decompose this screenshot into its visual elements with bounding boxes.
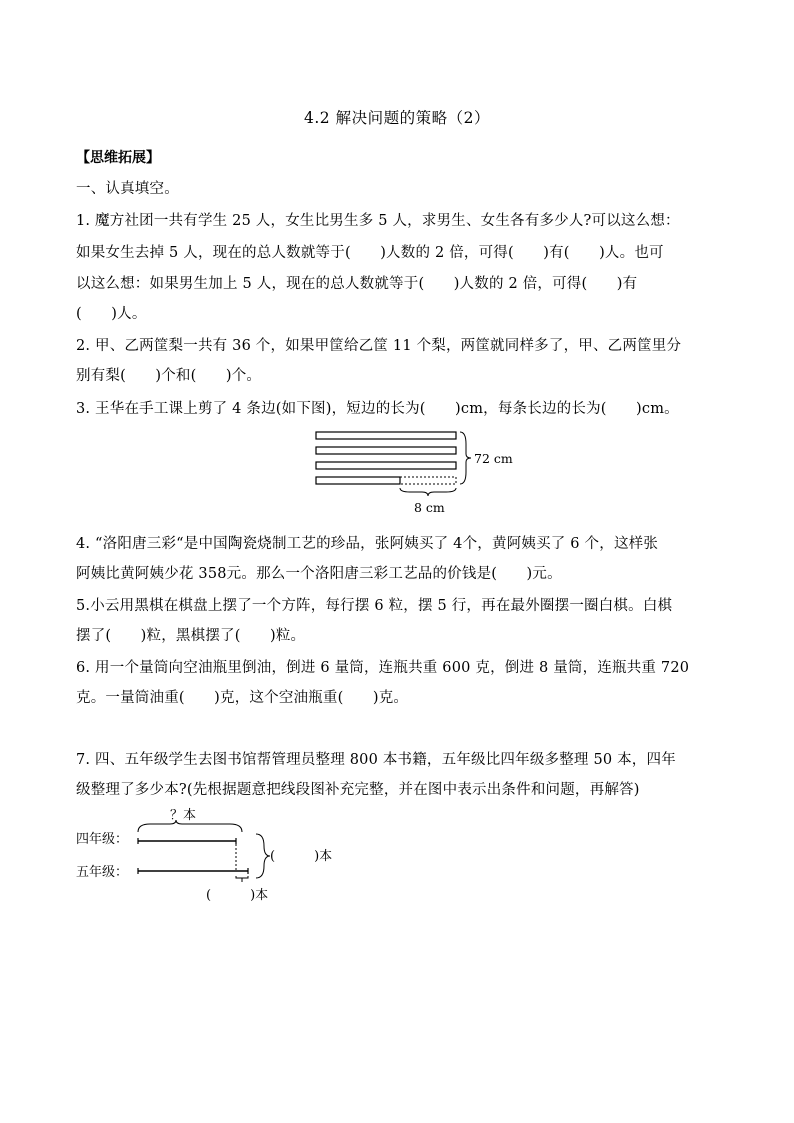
total-right-brace (256, 834, 270, 878)
q3-strips-figure (310, 426, 530, 518)
grade5-label: 五年级： (76, 865, 129, 880)
q2-line2: 别有梨( )个和( )个。 (76, 368, 262, 384)
long-strip-2 (316, 447, 456, 454)
q1-line4: ( )人。 (76, 306, 147, 322)
page-title: 4.2 解决问题的策略（2） (304, 109, 490, 127)
q1-line1: 1. 魔方社团一共有学生 25 人，女生比男生多 5 人，求男生、女生各有多少人?可以这么想： (76, 213, 680, 229)
q2-line1: 2. 甲、乙两筐梨一共有 36 个，如果甲筐给乙筐 11 个梨，两筐就同样多了，甲、乙两筐里分 (76, 338, 682, 354)
total-brace (460, 432, 471, 484)
q7-line2: 级整理了多少本?(先根据题意把线段图补充完整，并在图中表示出条件和问题，再解答) (76, 782, 640, 798)
long-strip-3 (316, 462, 456, 469)
q7-line1: 7. 四、五年级学生去图书馆帮管理员整理 800 本书籍，五年级比四年级多整理 50 本，四年 (76, 752, 676, 768)
short-strip (316, 477, 400, 484)
q5-line1: 5.小云用黑棋在棋盘上摆了一个方阵，每行摆 6 粒，摆 5 行，再在最外圈摆一圈白棋。白棋 (76, 598, 673, 614)
missing-part-dashed (400, 477, 456, 484)
total-length-label: 72 cm (474, 451, 513, 466)
difference-brace (236, 876, 248, 882)
total-books-label: ( )本 (270, 849, 333, 864)
grade4-unknown-label: ？本 (170, 808, 197, 823)
q5-line2: 摆了( )粒，黑棋摆了( )粒。 (76, 628, 306, 644)
section-label: 【思维拓展】 (76, 150, 160, 166)
short-difference-brace (400, 488, 456, 496)
short-length-label: 8 cm (414, 500, 445, 515)
long-strip-1 (316, 432, 456, 439)
part1-heading: 一、认真填空。 (76, 181, 179, 197)
difference-books-label: ( )本 (206, 888, 269, 903)
q1-line3: 以这么想：如果男生加上 5 人，现在的总人数就等于( )人数的 2 倍，可得( )有 (76, 276, 638, 292)
grade4-label: 四年级： (76, 832, 129, 847)
q6-line1: 6. 用一个量筒向空油瓶里倒油，倒进 6 量筒，连瓶共重 600 克，倒进 8 量筒，连瓶共重 720 (76, 660, 690, 676)
q6-line2: 克。一量筒油重( )克，这个空油瓶重( )克。 (76, 690, 409, 706)
q4-line2: 阿姨比黄阿姨少花 358元。那么一个洛阳唐三彩工艺品的价钱是( )元。 (76, 566, 562, 582)
q4-line1: 4. “洛阳唐三彩“是中国陶瓷烧制工艺的珍品，张阿姨买了 4个，黄阿姨买了 6 个，这样张 (76, 536, 659, 552)
q7-segment-diagram (70, 802, 370, 908)
q1-line2: 如果女生去掉 5 人，现在的总人数就等于( )人数的 2 倍，可得( )有( )人。也可 (76, 245, 664, 261)
q3-line1: 3. 王华在手工课上剪了 4 条边(如下图)，短边的长为( )cm，每条长边的长为( )cm。 (76, 401, 679, 417)
